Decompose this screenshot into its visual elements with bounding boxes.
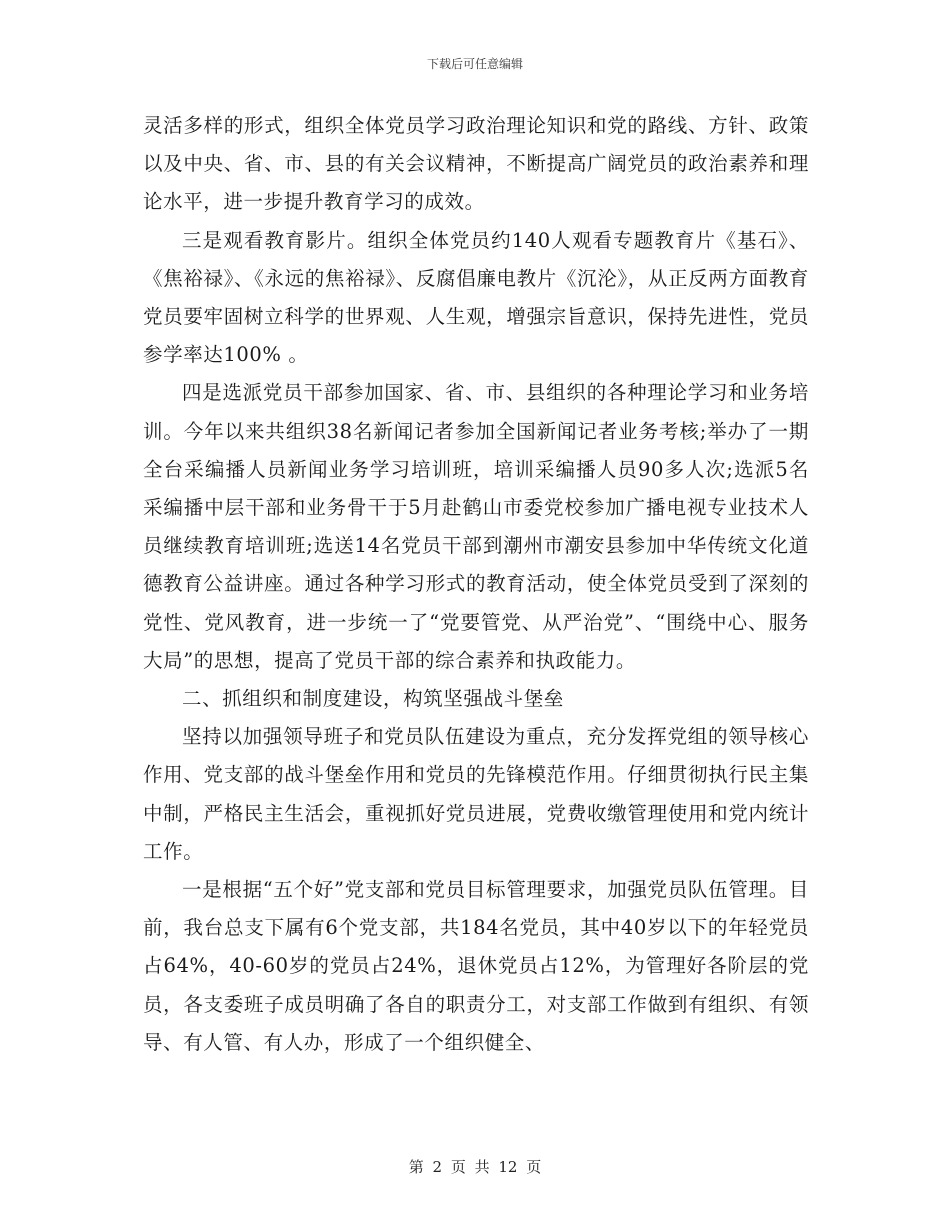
- paragraph-item-3-films: 三是观看教育影片。组织全体党员约140人观看专题教育片《基石》、《焦裕禄》、《永远的焦裕禄》、反腐倡廉电教片《沉沦》，从正反两方面教育党员要牢固树立科学的世界观、人生观，增强宗旨意识，保持先进性，党员参学率达100% 。: [143, 228, 809, 367]
- paragraph-organization: 坚持以加强领导班子和党员队伍建设为重点，充分发挥党组的领导核心作用、党支部的战斗堡垒作用和党员的先锋模范作用。仔细贯彻执行民主集中制，严格民主生活会，重视抓好党员进展，党费收缴管理使用和党内统计工作。: [143, 725, 809, 863]
- paragraph-continuation: 灵活多样的形式，组织全体党员学习政治理论知识和党的路线、方针、政策以及中央、省、市、县的有关会议精神，不断提高广阔党员的政治素养和理论水平，进一步提升教育学习的成效。: [143, 114, 809, 214]
- paragraph-item-1-management: 一是根据“五个好”党支部和党员目标管理要求，加强党员队伍管理。目前，我台总支下属有6个党支部，共184名党员，其中40岁以下的年轻党员占64%，40-60岁的党员占24%，退休党员占12%，为管理好各阶层的党员，各支委班子成员明确了各自的职责分工，对支部工作做到有组织、有领导、有人管、有人办，形成了一个组织健全、: [143, 878, 809, 1054]
- page-footer-number: 第 2 页 共 12 页: [408, 1158, 542, 1176]
- document-body: [143, 107, 809, 1062]
- section-heading-2: 二、抓组织和制度建设，构筑坚强战斗堡垒: [182, 687, 564, 711]
- page-header-note: 下载后可任意编辑: [426, 57, 523, 71]
- paragraph-item-4-training: 四是选派党员干部参加国家、省、市、县组织的各种理论学习和业务培训。今年以来共组织38名新闻记者参加全国新闻记者业务考核;举办了一期全台采编播人员新闻业务学习培训班，培训采编播人员90多人次;选派5名采编播中层干部和业务骨干于5月赴鹤山市委党校参加广播电视专业技术人员继续教育培训班;选送14名党员干部到潮州市潮安县参加中华传统文化道德教育公益讲座。通过各种学习形式的教育活动，使全体党员受到了深刻的党性、党风教育，进一步统一了“党要管党、从严治党”、“围绕中心、服务大局”的思想，提高了党员干部的综合素养和执政能力。: [143, 381, 809, 672]
